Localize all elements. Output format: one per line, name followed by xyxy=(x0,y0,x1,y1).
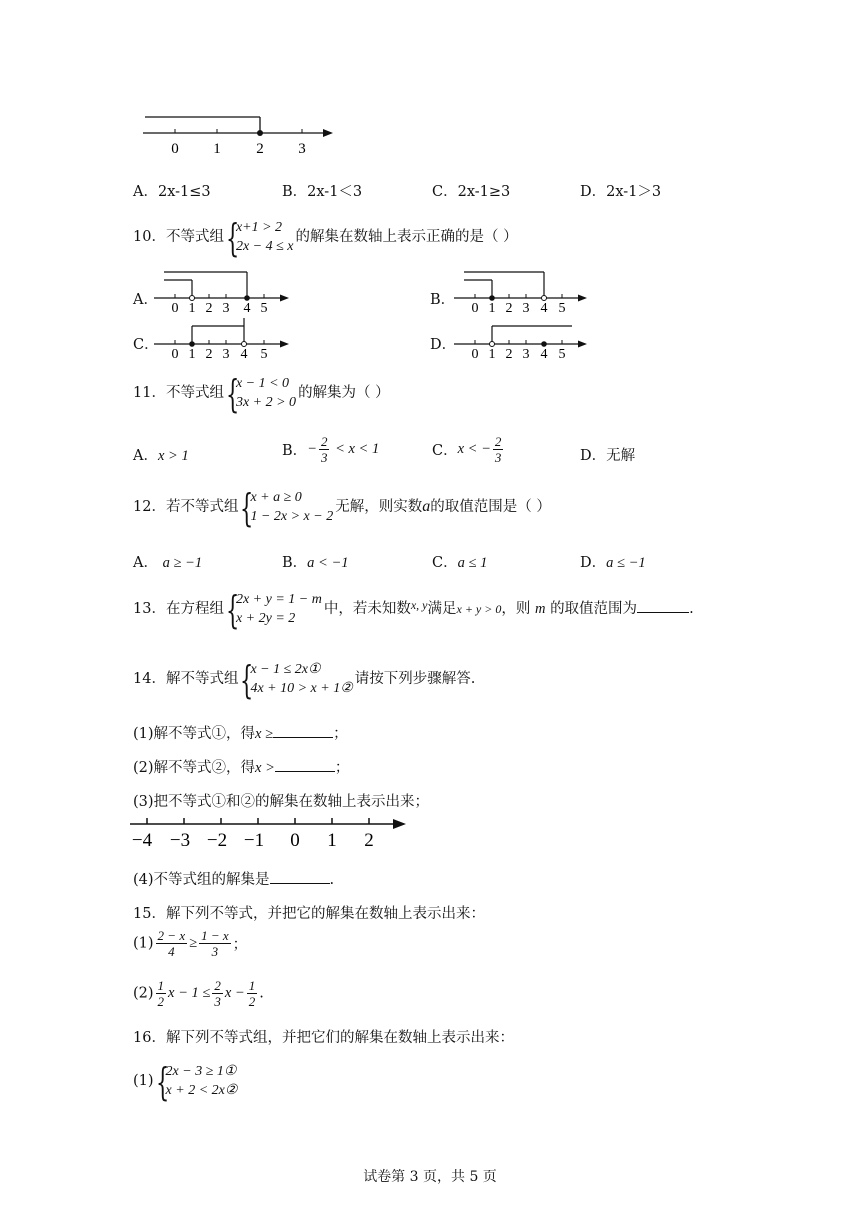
q11-stem: 11．不等式组 { x − 1 < 0 3x + 2 > 0 的解集为（ ） xyxy=(133,372,390,416)
q9-tick-label: 2 xyxy=(256,141,264,157)
svg-text:1: 1 xyxy=(488,301,496,316)
q12-system: { x + a ≥ 0 1 − 2x > x − 2 xyxy=(240,486,334,530)
svg-text:0: 0 xyxy=(471,347,479,362)
q9-axis-arrow xyxy=(323,129,333,137)
q14-step-2-blank[interactable] xyxy=(275,770,335,772)
svg-text:1: 1 xyxy=(188,301,196,316)
svg-text:3: 3 xyxy=(522,347,530,362)
q11-option-b[interactable]: B．− $\frac{2}{3}$ < x < 1 xyxy=(282,434,380,465)
q16-system: { 2x − 3 ≥ 1① x + 2 < 2x② xyxy=(155,1060,238,1104)
q13-answer-blank[interactable] xyxy=(637,611,689,613)
q10-option-b-number-line[interactable] xyxy=(452,266,592,316)
q12-option-d[interactable]: D．a ≤ −1 xyxy=(580,555,646,571)
q10-option-b-label[interactable]: B． xyxy=(430,292,456,308)
svg-text:−4: −4 xyxy=(131,830,153,851)
q13-stem: 13．在方程组 { 2x + y = 1 − m x + 2y = 2 中，若未知数$^{x, y}$满足x + y > 0，则 m 的取值范围为 . xyxy=(133,588,694,632)
q16-part-1: (1) { 2x − 3 ≥ 1① x + 2 < 2x② xyxy=(133,1060,238,1104)
q15-stem: 15．解下列不等式，并把它的解集在数轴上表示出来： xyxy=(133,906,485,922)
q9-number-line xyxy=(135,108,345,158)
svg-text:2: 2 xyxy=(205,301,213,316)
q10-option-d-number-line[interactable] xyxy=(452,314,592,362)
q14-step-3: (3)把不等式①和②的解集在数轴上表示出来； xyxy=(133,794,430,810)
q15-part-2: (2) $\frac{1}{2}$ x − 1 ≤ $\frac{2}{3}$ x − $\frac{1}{2}$ . xyxy=(133,978,264,1009)
svg-text:3: 3 xyxy=(222,301,230,316)
q16-stem: 16．解下列不等式组，并把它们的解集在数轴上表示出来： xyxy=(133,1030,514,1046)
q9-option-a[interactable]: A．2x-1≤3 xyxy=(133,184,211,200)
svg-text:2: 2 xyxy=(364,830,374,851)
svg-text:5: 5 xyxy=(558,301,566,316)
q10-option-c-number-line[interactable] xyxy=(152,314,292,362)
q10-option-d-label[interactable]: D． xyxy=(430,337,457,353)
svg-text:4: 4 xyxy=(240,347,248,362)
q10-stem: 10．不等式组 { x+1 > 2 2x − 4 ≤ x 的解集在数轴上表示正确的是（ ） xyxy=(133,216,518,260)
svg-text:4: 4 xyxy=(540,347,548,362)
q11-option-c[interactable]: C．x < − $\frac{2}{3}$ xyxy=(432,434,502,465)
q13-system: { 2x + y = 1 − m x + 2y = 2 xyxy=(225,588,322,632)
q10-option-a-number-line[interactable] xyxy=(152,266,292,316)
svg-text:0: 0 xyxy=(471,301,479,316)
q12-option-c[interactable]: C．a ≤ 1 xyxy=(432,555,488,571)
q9-solid-point xyxy=(257,130,263,136)
q9-tick-label: 0 xyxy=(171,141,179,157)
q12-stem: 12．若不等式组 { x + a ≥ 0 1 − 2x > x − 2 无解，则实数a的取值范围是（ ） xyxy=(133,486,551,530)
svg-text:0: 0 xyxy=(171,301,179,316)
q11-option-d[interactable]: D．无解 xyxy=(580,448,636,464)
q15-part-1: (1) $\frac{2 - x}{4}$ ≥ $\frac{1 - x}{3}$ ； xyxy=(133,928,248,959)
svg-text:1: 1 xyxy=(188,347,196,362)
q11-option-a[interactable]: A．x > 1 xyxy=(133,448,189,464)
svg-text:2: 2 xyxy=(505,347,513,362)
q14-step-4-blank[interactable] xyxy=(270,882,330,884)
q12-option-b[interactable]: B．a < −1 xyxy=(282,555,349,571)
q9-tick-label: 1 xyxy=(213,141,221,157)
svg-text:0: 0 xyxy=(290,830,300,851)
svg-text:−3: −3 xyxy=(169,830,191,851)
q14-system: { x − 1 ≤ 2x① 4x + 10 > x + 1② xyxy=(240,658,353,702)
q14-stem: 14．解不等式组 { x − 1 ≤ 2x① 4x + 10 > x + 1② 请按下列步骤解答. xyxy=(133,658,476,702)
svg-text:−1: −1 xyxy=(243,830,265,851)
svg-text:5: 5 xyxy=(558,347,566,362)
q9-option-d[interactable]: D．2x-1＞3 xyxy=(580,184,662,200)
q10-system: { x+1 > 2 2x − 4 ≤ x xyxy=(225,216,294,260)
q14-number-line[interactable] xyxy=(128,812,418,856)
svg-text:1: 1 xyxy=(327,830,337,851)
svg-text:2: 2 xyxy=(505,301,513,316)
svg-text:3: 3 xyxy=(222,347,230,362)
q10-option-a-label[interactable]: A． xyxy=(133,292,158,308)
q9-option-c[interactable]: C．2x-1≥3 xyxy=(432,184,511,200)
svg-text:0: 0 xyxy=(171,347,179,362)
q14-step-4: (4)不等式组的解集是 . xyxy=(133,872,335,888)
q9-tick-label: 3 xyxy=(298,141,306,157)
q9-option-b[interactable]: B．2x-1＜3 xyxy=(282,184,363,200)
svg-text:1: 1 xyxy=(488,347,496,362)
svg-text:2: 2 xyxy=(205,347,213,362)
q12-option-a[interactable]: A． a ≥ −1 xyxy=(133,555,203,571)
q14-step-2: (2)解不等式②，得x > ； xyxy=(133,760,350,776)
svg-text:4: 4 xyxy=(540,301,548,316)
svg-text:3: 3 xyxy=(522,301,530,316)
svg-text:−2: −2 xyxy=(206,830,228,851)
svg-text:5: 5 xyxy=(260,301,268,316)
svg-text:5: 5 xyxy=(260,347,268,362)
svg-text:4: 4 xyxy=(243,301,251,316)
q11-system: { x − 1 < 0 3x + 2 > 0 xyxy=(225,372,297,416)
page-footer: 试卷第 3 页，共 5 页 xyxy=(363,1169,497,1185)
q10-option-c-label[interactable]: C． xyxy=(133,337,159,353)
q14-step-1: (1)解不等式①，得x ≥ ； xyxy=(133,726,348,742)
q14-step-1-blank[interactable] xyxy=(273,736,333,738)
